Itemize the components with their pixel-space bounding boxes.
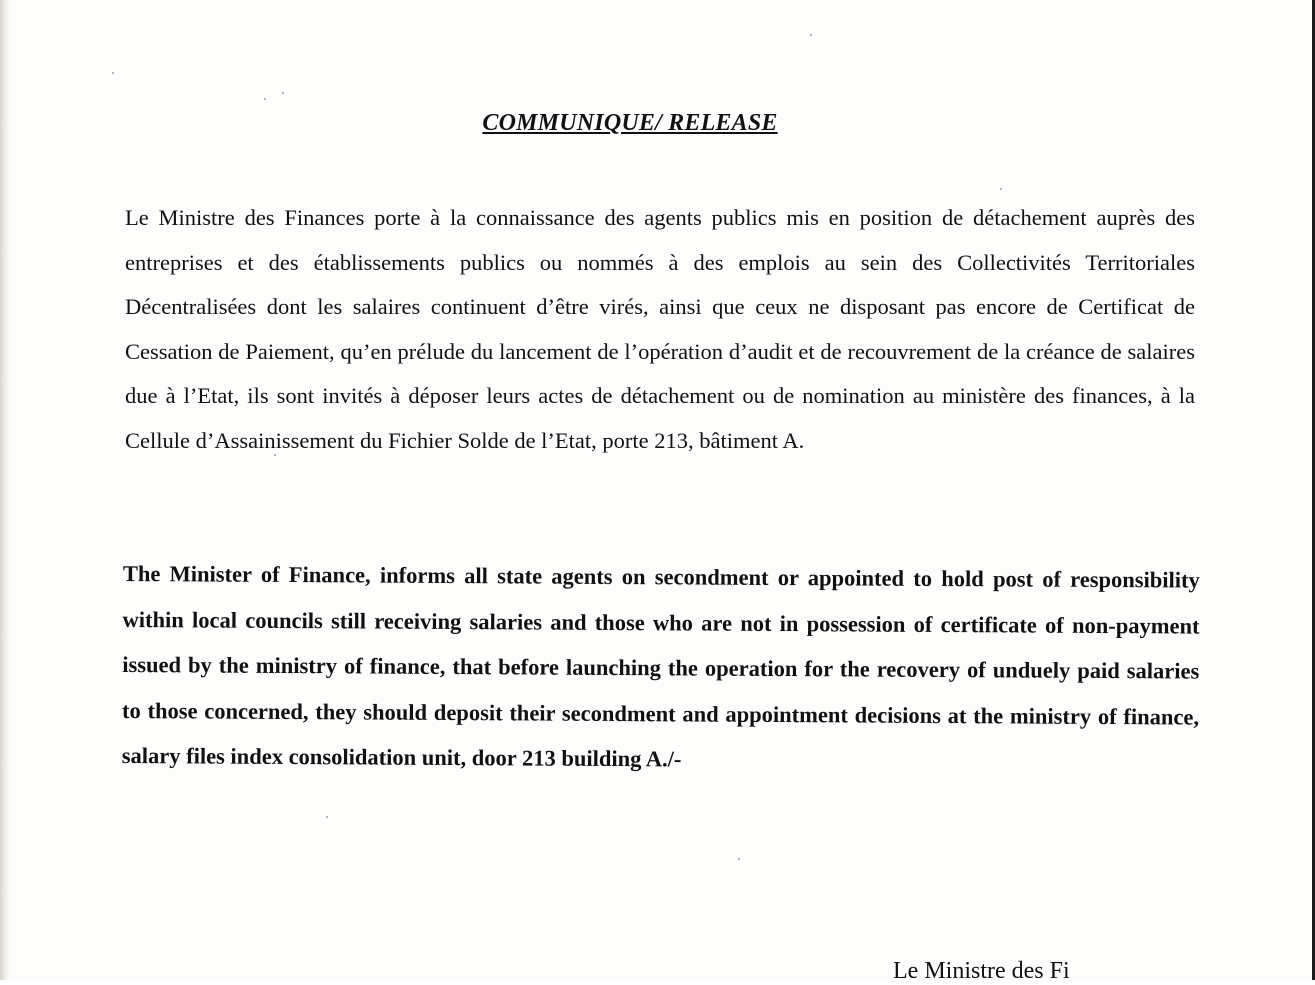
- scan-speck: [326, 816, 328, 818]
- scan-speck: [264, 98, 266, 100]
- signature-line: Le Ministre des Fi: [893, 958, 1070, 984]
- scan-left-edge: [0, 0, 9, 980]
- communique-title: COMMUNIQUE/ RELEASE: [482, 110, 778, 136]
- english-paragraph: The Minister of Finance, informs all state agents on secondment or appointed to hold post of responsibility within local councils still receiving salaries and those who are not in possession of certificate of non-payment issued by the ministry of finance, that before launching the operation for the recovery of unduely paid salaries to those concerned, they should deposit their secondment and appointment decisions at the ministry of finance, salary files index consolidation unit, door 213 building A./-: [121, 560, 1200, 772]
- french-paragraph: Le Ministre des Finances porte à la connaissance des agents publics mis en position de détachement auprès des entreprises et des établissements publics ou nommés à des emplois au sein des Collectivités Territoriales Décentralisées dont les salaires continuent d’être virés, ainsi que ceux ne disposant pas encore de Certificat de Cessation de Paiement, qu’en prélude du lancement de l’opération d’audit et de recouvrement de la créance de salaires due à l’Etat, ils sont invités à déposer leurs actes de détachement ou de nomination au ministère des finances, à la Cellule d’Assainissement du Fichier Solde de l’Etat, porte 213, bâtiment A.: [125, 205, 1195, 453]
- scan-speck: [738, 858, 740, 860]
- scan-speck: [282, 92, 284, 94]
- scan-speck: [112, 72, 114, 74]
- scan-speck: [810, 34, 812, 36]
- scan-speck: [1000, 188, 1002, 190]
